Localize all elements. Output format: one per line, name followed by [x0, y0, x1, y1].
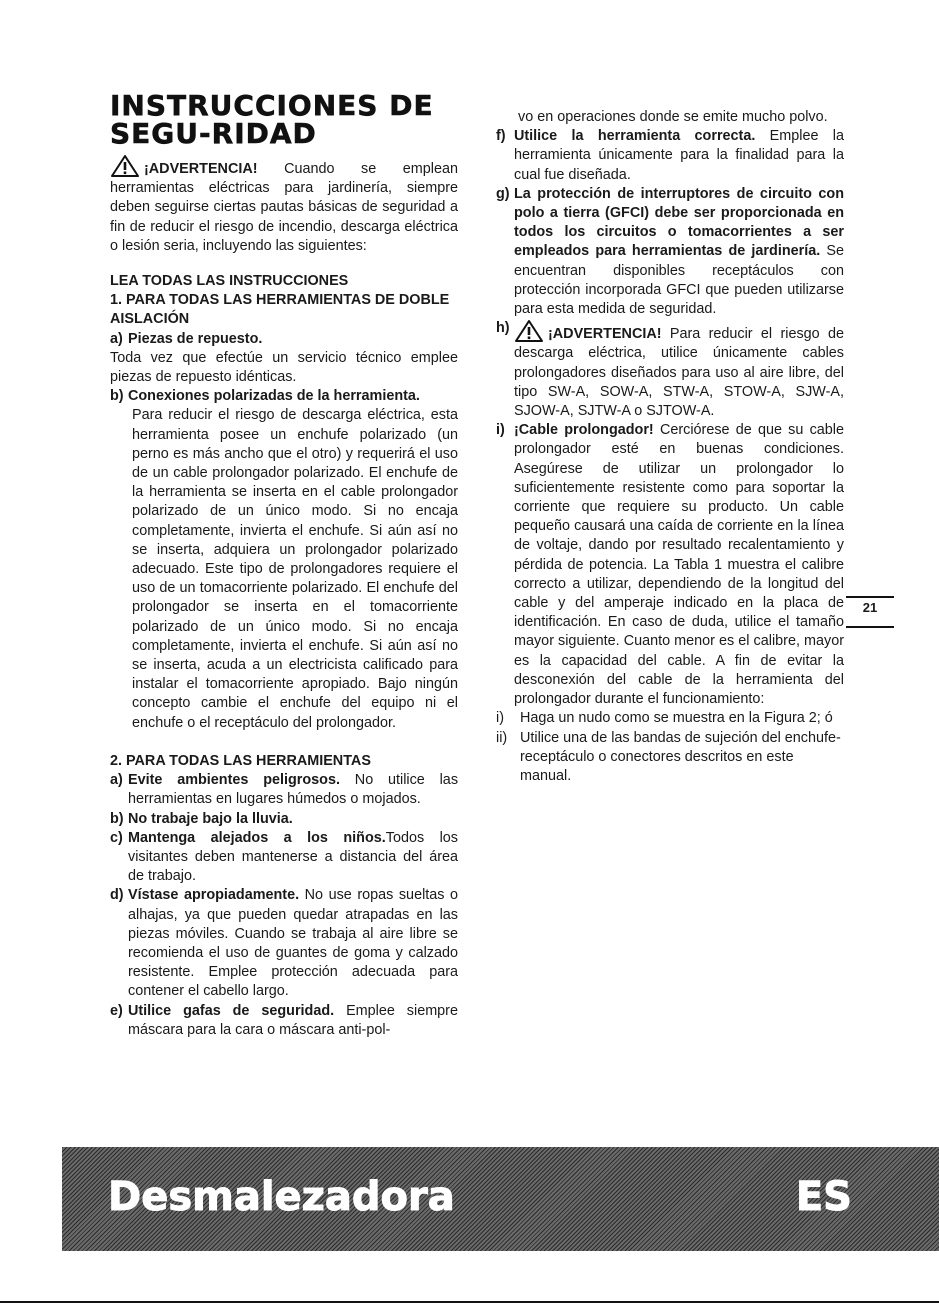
item-title: Evite ambientes peligrosos. — [128, 772, 340, 789]
item-text: Emplee la herramienta únicamente para la finalidad para la cual fue diseñada. — [514, 128, 844, 183]
warning-triangle-icon — [110, 154, 140, 178]
continued-text: vo en operaciones donde se emite mucho polvo. — [518, 109, 828, 125]
sub-item-ii — [496, 729, 844, 787]
section-2-item — [110, 771, 458, 809]
section-2-item — [110, 810, 458, 829]
item-f — [496, 127, 844, 185]
footer-band — [62, 1147, 939, 1251]
section-1-item-a — [110, 330, 458, 349]
item-text: Todos los visitantes deben mantenerse a distancia del área de trabajo. — [128, 829, 459, 885]
section-1-item-b — [110, 387, 458, 406]
item-text: Para reducir el riesgo de descarga eléctrica, utilice únicamente cables prolongadores diseñados para uso al aire libre, del tipo SW-A, SOW-A, STW-A, STOW-A, SJW-A, SJOW-A, SJTW-A o SJTOW-A. — [514, 326, 844, 420]
warning-label: ¡ADVERTENCIA! — [144, 161, 258, 177]
page-number-rule-top — [846, 596, 894, 598]
intro-text: Cuando se emplean herramientas eléctricas para jardinería, siempre deben seguirse ciertas pautas básicas de seguridad a fin de reducir el riesgo de incendio, descarga eléctrica o lesión seria, incluyendo las siguientes: — [110, 161, 459, 254]
item-text: No utilice las herramientas en lugares húmedos o mojados. — [128, 772, 459, 808]
page-number: 21 — [862, 600, 878, 615]
page-heading: INSTRUCCIONES DE SEGU-RIDAD — [110, 89, 434, 150]
item-title: Utilice la herramienta correcta. — [514, 128, 756, 145]
item-text: Cerciórese de que su cable prolongador esté en buenas condiciones. Asegúrese de utilizar un prolongador lo suficientemente resistente como para soportar la corriente que requiere su producto. Un cable pequeño causará una caída de corriente en la línea de voltaje, dando por resultado recalentamiento y pérdida de potencia. La Tabla 1 muestra el calibre correcto a utilizar, dependiendo de la longitud del cable y del amperaje indicado en la placa de identificación. En caso de duda, utilice el tamaño mayor siguiente. Cuanto menor es el calibre, mayor es la capacidad del cable. A fin de evitar la desconexión del cable de la herramienta del prolongador durante el funcionamiento: — [514, 422, 845, 708]
section-2-item — [110, 829, 458, 887]
left-column — [110, 89, 459, 1040]
section-2-title: 2. PARA TODAS LAS HERRAMIENTAS — [110, 752, 371, 769]
page-number-rule-bottom — [846, 626, 894, 628]
item-title: No trabaje bajo la lluvia. — [128, 810, 293, 827]
item-label: i) — [496, 710, 504, 727]
section-1-item-b-text: Para reducir el riesgo de descarga eléctrica, esta herramienta posee un enchufe polarizado (un perno es más ancho que el otro) y requerirá el uso de un cable prolongador polarizado. El enchufe de la herramienta se inserta en el cable prolongador polarizado de un único modo. Si no encaja completamente, invierta el enchufe. Si aún así no se inserta, adquiera un prolongador polarizado adecuado. Este tipo de prolongadores requiere el uso de un tomacorriente polarizado. El enchufe del prolongador se inserta en el tomacorriente polarizado de un único modo. Si no encaja completamente, invierta el enchufe. Si aún así no se inserta, acuda a un electricista calificado para instalar el tomacorriente apropiado. Bajo ningún concepto cambie el enchufe del equipo ni el enchufe o el receptáculo del prolongador. — [132, 407, 458, 731]
item-label: g) — [496, 185, 510, 202]
item-title: ¡Cable prolongador! — [514, 422, 654, 439]
item-title: Utilice gafas de seguridad. — [128, 1002, 335, 1019]
item-label: h) — [496, 320, 510, 337]
item-label: d) — [110, 887, 124, 904]
warning-triangle-icon — [514, 319, 544, 343]
footer-title: Desmalezadora — [108, 1174, 455, 1220]
item-text: No use ropas sueltas o alhajas, ya que pueden quedar atrapadas en las piezas móviles. Cuando se trabaja al aire libre se recomienda el uso de guantes de goma y calzado resistente. Emplee protección adecuada para contener el cabello largo. — [128, 887, 459, 1000]
item-label: e) — [110, 1002, 123, 1019]
footer-language-code: ES — [795, 1174, 852, 1220]
item-label: i) — [496, 422, 505, 439]
item-text: Se encuentran disponibles receptáculos con protección incorporada GFCI que pueden utilizarse para esta medida de seguridad. — [514, 243, 844, 318]
item-label: f) — [496, 128, 506, 145]
item-h — [496, 319, 844, 421]
item-title: Vístase apropiadamente. — [128, 887, 300, 904]
right-column — [496, 108, 844, 786]
item-i — [496, 421, 844, 709]
section-1-item-a-text: Toda vez que efectúe un servicio técnico emplee piezas de repuesto idénticas. — [110, 349, 458, 386]
item-label: b) — [110, 810, 124, 827]
item-label: a) — [110, 330, 123, 347]
item-label: a) — [110, 772, 123, 789]
section-2-item — [110, 886, 458, 1001]
item-label: c) — [110, 829, 123, 846]
sub-item-i — [496, 709, 844, 728]
section-1-title: 1. PARA TODAS LAS HERRAMIENTAS DE DOBLE AISLACIÓN — [110, 292, 450, 328]
bottom-rule — [0, 1301, 939, 1303]
item-title: Conexiones polarizadas de la herramienta. — [128, 388, 420, 405]
item-text: Emplee siempre máscara para la cara o máscara anti-pol- — [128, 1002, 458, 1038]
item-label: ii) — [496, 729, 508, 746]
item-g — [496, 185, 844, 319]
item-title: La protección de interruptores de circuito con polo a tierra (GFCI) debe ser proporcionada en todos los circuitos o tomacorrientes a ser empleados para herramientas de jardinería. — [514, 185, 844, 260]
item-text: Utilice una de las bandas de sujeción del enchufe-receptáculo o conectores descritos en este manual. — [520, 729, 841, 784]
item-label: b) — [110, 388, 124, 405]
item-title: ¡ADVERTENCIA! — [548, 326, 662, 343]
section-2-item — [110, 1002, 458, 1040]
item-text: Haga un nudo como se muestra en la Figura 2; ó — [520, 710, 833, 727]
read-all-heading: LEA TODAS LAS INSTRUCCIONES — [110, 273, 349, 290]
item-title: Piezas de repuesto. — [128, 330, 263, 347]
intro-paragraph — [110, 154, 458, 256]
item-title: Mantenga alejados a los niños. — [128, 829, 386, 846]
